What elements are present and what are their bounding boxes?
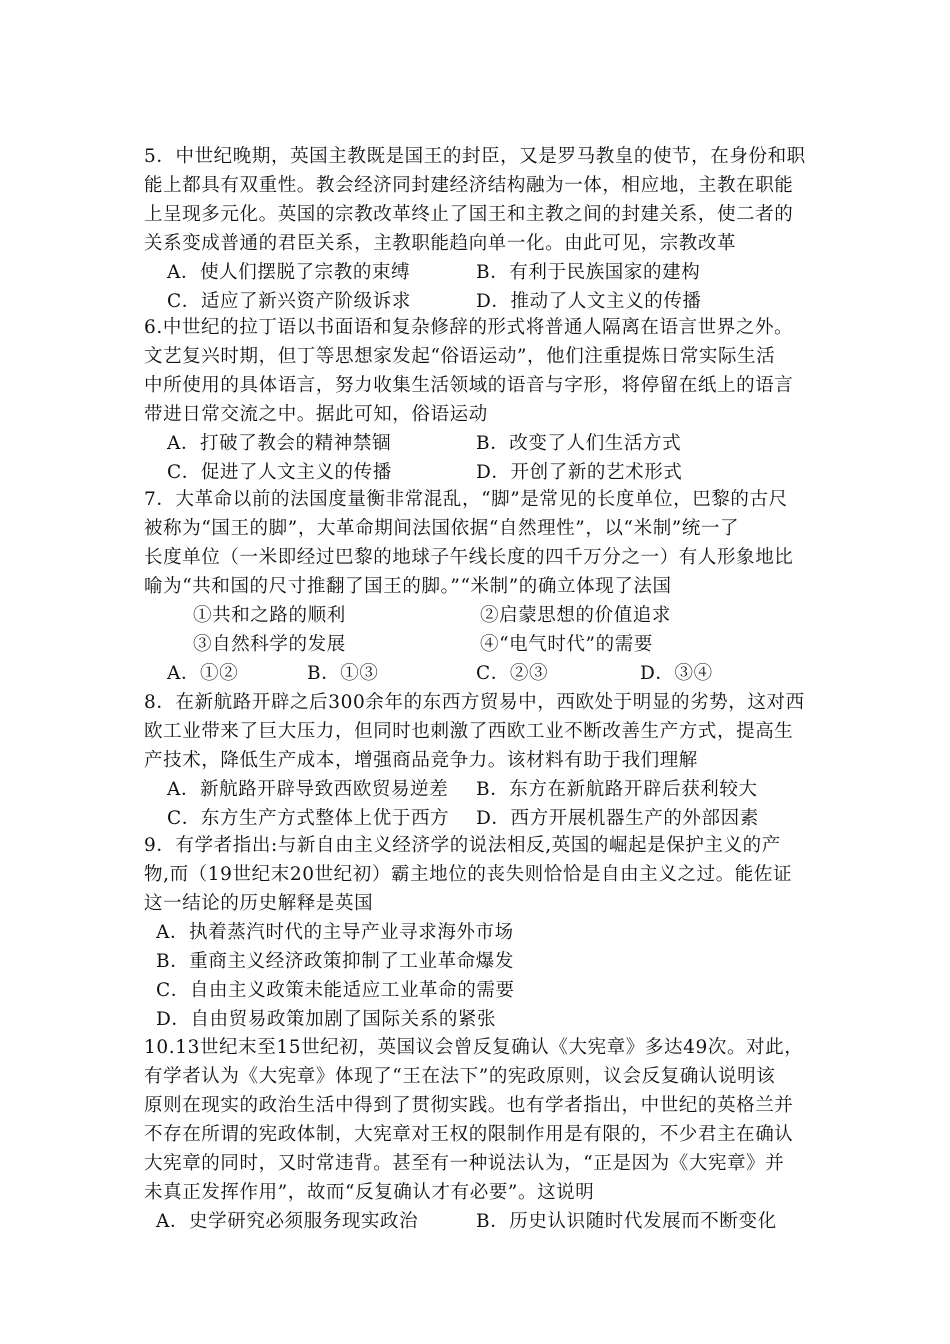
question-8-option-c: C．东方生产方式整体上优于西方 <box>167 808 450 829</box>
question-7-option-d: D．③④ <box>640 663 713 684</box>
question-5-stem-line-3: 上呈现多元化。英国的宗教改革终止了国王和主教之间的封建关系，使二者的 <box>144 204 794 225</box>
question-7-option-b: B．①③ <box>307 663 379 684</box>
question-7-stem-line-3: 长度单位（一米即经过巴黎的地球子午线长度的四千万分之一）有人形象地比 <box>144 547 794 568</box>
question-9-option-b: B．重商主义经济政策抑制了工业革命爆发 <box>156 951 514 972</box>
question-5-stem-line-4: 关系变成普通的君臣关系，主教职能趋向单一化。由此可见，宗教改革 <box>144 233 737 254</box>
question-7-stem-line-4: 喻为“共和国的尺寸推翻了国王的脚。”“米制”的确立体现了法国 <box>144 576 672 597</box>
question-9-stem-line-1: 9．有学者指出:与新自由主义经济学的说法相反,英国的崛起是保护主义的产 <box>144 835 781 856</box>
question-7-item-1: ①共和之路的顺利 <box>193 605 346 626</box>
question-9-stem-line-3: 这一结论的历史解释是英国 <box>144 893 374 914</box>
question-6-option-c: C．促进了人文主义的传播 <box>167 462 392 483</box>
question-9-stem-line-2: 物,而（19世纪末20世纪初）霸主地位的丧失则恰恰是自由主义之过。能佐证 <box>144 864 793 885</box>
question-10-stem-line-1: 10.13世纪末至15世纪初，英国议会曾反复确认《大宪章》多达49次。对此， <box>144 1037 804 1058</box>
question-5-option-b: B．有利于民族国家的建构 <box>476 262 701 283</box>
question-7-stem-line-2: 被称为“国王的脚”，大革命期间法国依据“自然理性”，以“米制”统一了 <box>144 518 740 539</box>
question-6-option-b: B．改变了人们生活方式 <box>476 433 682 454</box>
question-10-stem-line-6: 未真正发挥作用”，故而“反复确认才有必要”。这说明 <box>144 1182 595 1203</box>
question-6-stem-line-4: 带进日常交流之中。据此可知，俗语运动 <box>144 404 488 425</box>
question-5-option-d: D．推动了人文主义的传播 <box>476 291 702 312</box>
question-8-option-b: B．东方在新航路开辟后获利较大 <box>476 779 758 800</box>
question-6-option-d: D．开创了新的艺术形式 <box>476 462 683 483</box>
question-8-stem-line-2: 欧工业带来了巨大压力，但同时也刺激了西欧工业不断改善生产方式，提高生 <box>144 721 794 742</box>
question-7-option-c: C．②③ <box>476 663 549 684</box>
question-10-option-b: B．历史认识随时代发展而不断变化 <box>476 1211 777 1232</box>
question-8-option-d: D．西方开展机器生产的外部因素 <box>476 808 759 829</box>
question-7-item-4: ④“电气时代”的需要 <box>480 634 653 655</box>
question-9-option-a: A．执着蒸汽时代的主导产业寻求海外市场 <box>156 922 514 943</box>
question-10-option-a: A．史学研究必须服务现实政治 <box>156 1211 419 1232</box>
question-5-option-c: C．适应了新兴资产阶级诉求 <box>167 291 411 312</box>
question-6-stem-line-3: 中所使用的具体语言，努力收集生活领域的语音与字形，将停留在纸上的语言 <box>144 375 794 396</box>
question-10-stem-line-5: 大宪章的同时，又时常违背。甚至有一种说法认为，“正是因为《大宪章》并 <box>144 1153 785 1174</box>
question-5-stem-line-1: 5．中世纪晚期，英国主教既是国王的封臣，又是罗马教皇的使节，在身份和职 <box>144 146 806 167</box>
question-7-stem-line-1: 7．大革命以前的法国度量衡非常混乱，“脚”是常见的长度单位，巴黎的古尺 <box>144 489 788 510</box>
question-9-option-d: D．自由贸易政策加剧了国际关系的紧张 <box>156 1009 497 1030</box>
question-5-option-a: A．使人们摆脱了宗教的束缚 <box>167 262 411 283</box>
question-10-stem-line-3: 原则在现实的政治生活中得到了贯彻实践。也有学者指出，中世纪的英格兰并 <box>144 1095 794 1116</box>
question-10-stem-line-4: 不存在所谓的宪政体制，大宪章对王权的限制作用是有限的，不少君主在确认 <box>144 1124 794 1145</box>
question-9-option-c: C．自由主义政策未能适应工业革命的需要 <box>156 980 515 1001</box>
question-5-stem-line-2: 能上都具有双重性。教会经济同封建经济结构融为一体，相应地，主教在职能 <box>144 175 794 196</box>
question-6-stem-line-1: 6.中世纪的拉丁语以书面语和复杂修辞的形式将普通人隔离在语言世界之外。 <box>144 317 794 338</box>
question-8-stem-line-1: 8．在新航路开辟之后300余年的东西方贸易中，西欧处于明显的劣势，这对西 <box>144 692 805 713</box>
question-6-stem-line-2: 文艺复兴时期，但丁等思想家发起“俗语运动”，他们注重提炼日常实际生活 <box>144 346 776 367</box>
question-10-stem-line-2: 有学者认为《大宪章》体现了“王在法下”的宪政原则，议会反复确认说明该 <box>144 1066 776 1087</box>
question-6-option-a: A．打破了教会的精神禁锢 <box>167 433 392 454</box>
question-7-option-a: A．①② <box>167 663 239 684</box>
question-8-option-a: A．新航路开辟导致西欧贸易逆差 <box>167 779 449 800</box>
question-8-stem-line-3: 产技术，降低生产成本，增强商品竞争力。该材料有助于我们理解 <box>144 750 698 771</box>
question-7-item-3: ③自然科学的发展 <box>193 634 346 655</box>
question-7-item-2: ②启蒙思想的价值追求 <box>480 605 672 626</box>
